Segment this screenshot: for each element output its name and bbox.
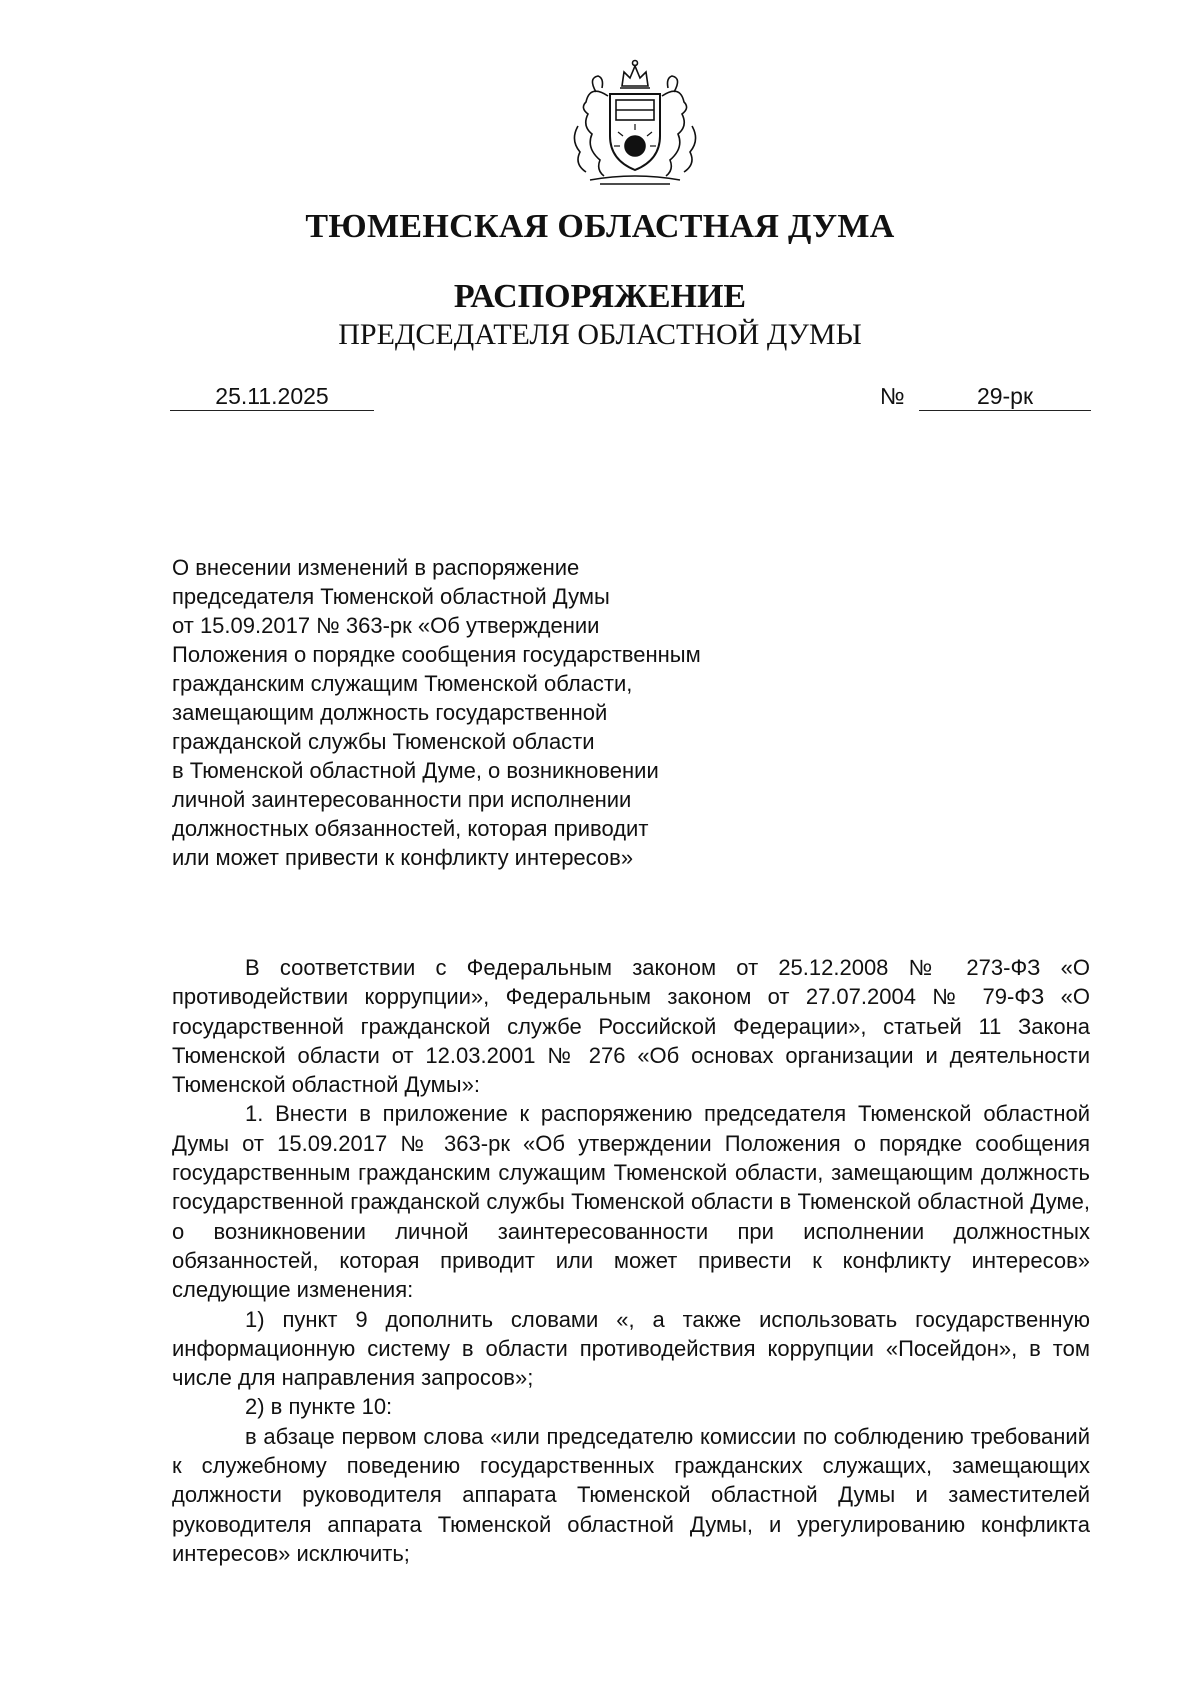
subject-line: или может привести к конфликту интересов» [172, 845, 634, 870]
subject-line: О внесении изменений в распоряжение [172, 555, 580, 580]
body-paragraph-abzac: в абзаце первом слова «или председателю комиссии по соблюдению требований к служебному поведению государственных гражданских служащих, замещающих должности руководителя аппарата Тюменской областной Думы и заместителей руководителя аппарата Тюменской областной Думы, и урегулированию конфликта интересов» исключить; [172, 1423, 1090, 1566]
number-label: № [880, 383, 905, 409]
document-subtitle: ПРЕДСЕДАТЕЛЯ ОБЛАСТНОЙ ДУМЫ [338, 318, 862, 351]
subject-line: от 15.09.2017 № 363-рк «Об утверждении [172, 613, 600, 638]
document-type: РАСПОРЯЖЕНИЕ [453, 278, 747, 315]
body-paragraph-item-1: 1. Внести в приложение к распоряжению председателя Тюменской областной Думы от 15.09.2017 № 363-рк «Об утверждении Положения о порядке сообщения государственным гражданским служащим Тюменской области, замещающим должность государственной гражданской службы Тюменской области в Тюменской областной Думе, о возникновении личной заинтересованности при исполнении должностных обязанностей, которая приводит или может привести к конфликту интересов» следующие изменения: [172, 1101, 1090, 1303]
subject-line: должностных обязанностей, которая приводит [172, 816, 649, 841]
document-subject [172, 553, 792, 872]
body-paragraph-subitem-1: 1) пункт 9 дополнить словами «, а также использовать государственную информационную систему в области противодействия коррупции «Посейдон», в том числе для направления запросов»; [172, 1306, 1090, 1391]
coat-of-arms-icon [560, 56, 710, 186]
document-number: 29-рк [919, 382, 1091, 411]
body-paragraph-subitem-2: 2) в пункте 10: [245, 1394, 393, 1420]
body-paragraph-preamble: В соответствии с Федеральным законом от 25.12.2008 № 273-ФЗ «О противодействии коррупции», Федеральным законом от 27.07.2004 № 79-ФЗ «О государственной гражданской службе Российской Федерации», статьей 11 Закона Тюменской области от 12.03.2001 № 276 «Об основах организации и деятельности Тюменской областной Думы»: [172, 955, 1090, 1098]
subject-line: замещающим должность государственной [172, 700, 608, 725]
document-date: 25.11.2025 [170, 382, 374, 411]
subject-line: личной заинтересованности при исполнении [172, 787, 632, 812]
document-body [172, 953, 1090, 1568]
subject-line: гражданской службы Тюменской области [172, 729, 595, 754]
subject-line: Положения о порядке сообщения государственным [172, 642, 701, 667]
subject-line: председателя Тюменской областной Думы [172, 584, 610, 609]
subject-line: в Тюменской областной Думе, о возникновении [172, 758, 659, 783]
subject-line: гражданским служащим Тюменской области, [172, 671, 633, 696]
organization-name: ТЮМЕНСКАЯ ОБЛАСТНАЯ ДУМА [305, 208, 895, 245]
